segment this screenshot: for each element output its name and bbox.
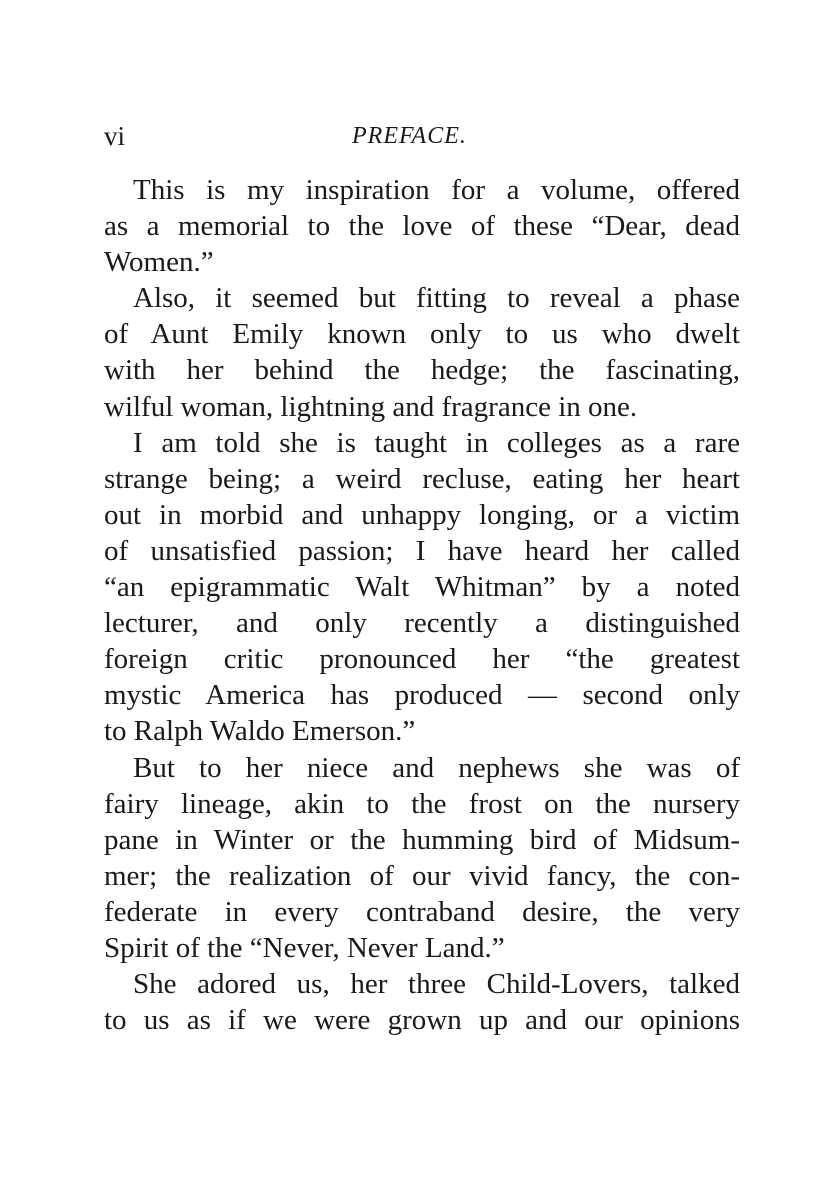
text-line: of unsatisfied passion; I have heard her called: [104, 534, 740, 567]
text-line: She adored us, her three Child-Lovers, talked: [133, 968, 740, 1001]
text-line: fairy lineage, akin to the frost on the nursery: [104, 787, 740, 820]
text-line: Spirit of the “Never, Never Land.”: [104, 931, 505, 964]
text-line: mystic America has produced — second only: [104, 679, 740, 712]
body-text: [104, 172, 740, 1038]
running-head: [104, 116, 740, 156]
text-line: lecturer, and only recently a distinguished: [104, 607, 740, 640]
text-line: foreign critic pronounced her “the greatest: [104, 643, 740, 676]
text-line: out in morbid and unhappy longing, or a victim: [104, 498, 740, 531]
text-line: This is my inspiration for a volume, offered: [133, 174, 740, 206]
text-line: of Aunt Emily known only to us who dwelt: [104, 318, 740, 351]
text-line: “an epigrammatic Walt Whitman” by a noted: [104, 571, 740, 604]
page-number: vi: [104, 121, 126, 151]
text-line: strange being; a weird recluse, eating her heart: [104, 462, 740, 495]
text-line: pane in Winter or the humming bird of Midsum-: [104, 823, 740, 856]
text-line: I am told she is taught in colleges as a rare: [133, 426, 740, 459]
text-line: as a memorial to the love of these “Dear, dead: [104, 210, 740, 243]
text-line: But to her niece and nephews she was of: [133, 751, 740, 784]
text-line: to Ralph Waldo Emerson.”: [104, 715, 416, 748]
text-line: to us as if we were grown up and our opinions: [104, 1004, 740, 1037]
text-line: with her behind the hedge; the fascinating,: [104, 354, 740, 387]
text-line: mer; the realization of our vivid fancy, the con-: [104, 859, 740, 892]
text-line: Also, it seemed but fitting to reveal a phase: [133, 282, 740, 315]
text-line: Women.”: [104, 246, 214, 279]
text-line: wilful woman, lightning and fragrance in one.: [104, 390, 638, 423]
text-line: federate in every contraband desire, the very: [104, 895, 740, 928]
running-title: PREFACE.: [352, 123, 467, 149]
